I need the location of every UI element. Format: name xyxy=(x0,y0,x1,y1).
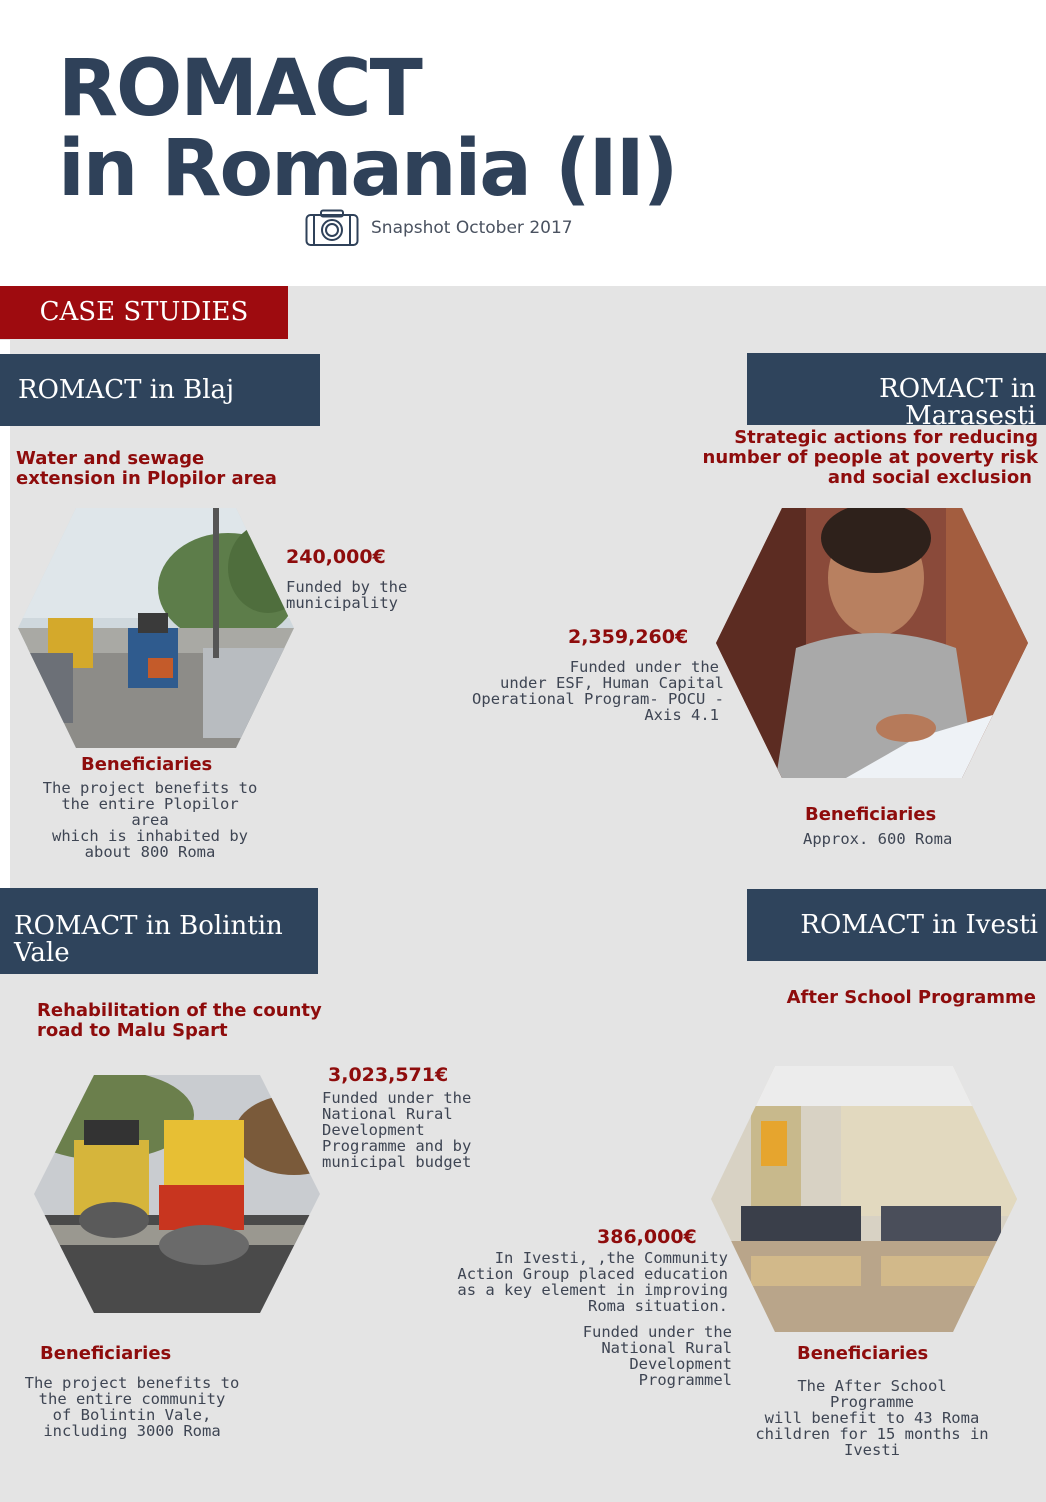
beneficiaries-bolintin-line: of Bolintin Vale, xyxy=(52,1406,212,1424)
beneficiaries-ivesti-line: Ivesti xyxy=(844,1441,900,1459)
headline-ivesti: After School Programme xyxy=(786,987,1036,1008)
description-ivesti-line: In Ivesti, ,the Community xyxy=(494,1249,728,1267)
headline-marasesti-line: Strategic actions for reducing xyxy=(734,427,1038,448)
headline-blaj-line-1: Water and sewage xyxy=(16,448,205,469)
beneficiaries-marasesti-line: Approx. 600 Roma xyxy=(803,830,953,848)
funding-ivesti-line: National Rural xyxy=(601,1339,732,1357)
funding-blaj xyxy=(286,579,407,611)
beneficiaries-bolintin xyxy=(22,1375,242,1439)
beneficiaries-bolintin-line: including 3000 Roma xyxy=(43,1422,221,1440)
beneficiaries-bolintin-line: The project benefits to xyxy=(24,1374,240,1392)
description-ivesti-line: as a key element in improving xyxy=(457,1281,728,1299)
photo-ivesti xyxy=(711,1066,1017,1332)
banner-bolintin-line-2: Vale xyxy=(14,938,70,968)
banner-marasesti-label: ROMACT in Marasesti xyxy=(879,374,1036,431)
headline-marasesti-line: and social exclusion xyxy=(827,467,1032,488)
photo-bolintin xyxy=(34,1075,320,1313)
headline-blaj-line-2: extension in Plopilor area xyxy=(16,468,277,489)
beneficiaries-blaj-line: about 800 Roma xyxy=(84,843,216,861)
description-ivesti-line: Action Group placed education xyxy=(457,1265,728,1283)
funding-ivesti-line: Programmel xyxy=(638,1371,732,1389)
banner-ivesti xyxy=(747,889,1046,961)
headline-marasesti xyxy=(703,428,1039,488)
amount-ivesti: 386,000€ xyxy=(597,1226,697,1248)
case-studies-label: CASE STUDIES xyxy=(0,286,288,339)
headline-blaj xyxy=(16,449,277,489)
beneficiaries-blaj-line: the entire Plopilor area xyxy=(61,795,239,829)
funding-bolintin-line: municipal budget xyxy=(322,1153,472,1171)
banner-marasesti xyxy=(747,353,1046,431)
amount-bolintin: 3,023,571€ xyxy=(328,1064,449,1086)
beneficiaries-heading-bolintin: Beneficiaries xyxy=(40,1343,172,1364)
funding-marasesti-line: Axis 4.1 xyxy=(644,706,719,724)
amount-blaj: 240,000€ xyxy=(286,546,386,568)
funding-blaj-line: Funded by the xyxy=(286,578,408,596)
title-line-1: ROMACT xyxy=(58,44,421,134)
funding-ivesti-line: Development xyxy=(629,1355,732,1373)
headline-bolintin xyxy=(37,1001,322,1041)
funding-bolintin-line: Development xyxy=(322,1121,425,1139)
headline-bolintin-line-1: Rehabilitation of the county xyxy=(37,1000,322,1021)
beneficiaries-heading-marasesti: Beneficiaries xyxy=(805,804,937,825)
funding-marasesti-line: under ESF, Human Capital xyxy=(500,674,724,692)
beneficiaries-ivesti-line: The After School Programme xyxy=(797,1377,947,1411)
funding-marasesti xyxy=(472,659,724,723)
funding-bolintin xyxy=(322,1090,471,1170)
beneficiaries-bolintin-line: the entire community xyxy=(38,1390,226,1408)
description-ivesti-line: Roma situation. xyxy=(588,1297,728,1315)
photo-marasesti xyxy=(716,508,1028,778)
beneficiaries-heading-ivesti: Beneficiaries xyxy=(797,1343,929,1364)
banner-bolintin-line-1: ROMACT in Bolintin xyxy=(14,911,283,941)
camera-icon xyxy=(305,209,359,247)
amount-marasesti: 2,359,260€ xyxy=(568,626,689,648)
banner-blaj-label: ROMACT in Blaj xyxy=(18,375,235,405)
funding-marasesti-line: Operational Program- POCU - xyxy=(472,690,724,708)
beneficiaries-ivesti-line: will benefit to 43 Roma xyxy=(764,1409,980,1427)
description-ivesti xyxy=(457,1250,728,1314)
funding-ivesti-line: Funded under the xyxy=(582,1323,732,1341)
beneficiaries-blaj xyxy=(40,780,260,860)
beneficiaries-ivesti-line: children for 15 months in xyxy=(755,1425,989,1443)
beneficiaries-blaj-line: which is inhabited by xyxy=(52,827,248,845)
funding-blaj-line: municipality xyxy=(286,594,398,612)
beneficiaries-heading-blaj: Beneficiaries xyxy=(81,754,213,775)
headline-bolintin-line-2: road to Malu Spart xyxy=(37,1020,228,1041)
snapshot-date: Snapshot October 2017 xyxy=(371,218,573,238)
funding-bolintin-line: Funded under the xyxy=(322,1089,472,1107)
title-line-2: in Romania (II) xyxy=(58,124,677,214)
funding-marasesti-line: Funded under the xyxy=(569,658,719,676)
beneficiaries-marasesti xyxy=(803,831,952,847)
banner-bolintin xyxy=(0,888,318,974)
beneficiaries-blaj-line: The project benefits to xyxy=(42,779,258,797)
funding-ivesti xyxy=(583,1324,732,1388)
banner-blaj xyxy=(0,354,320,426)
banner-ivesti-label: ROMACT in Ivesti xyxy=(800,910,1038,940)
photo-blaj xyxy=(18,508,294,748)
funding-bolintin-line: National Rural xyxy=(322,1105,453,1123)
headline-marasesti-line: number of people at poverty risk xyxy=(702,447,1038,468)
beneficiaries-ivesti xyxy=(752,1378,992,1458)
funding-bolintin-line: Programme and by xyxy=(322,1137,472,1155)
